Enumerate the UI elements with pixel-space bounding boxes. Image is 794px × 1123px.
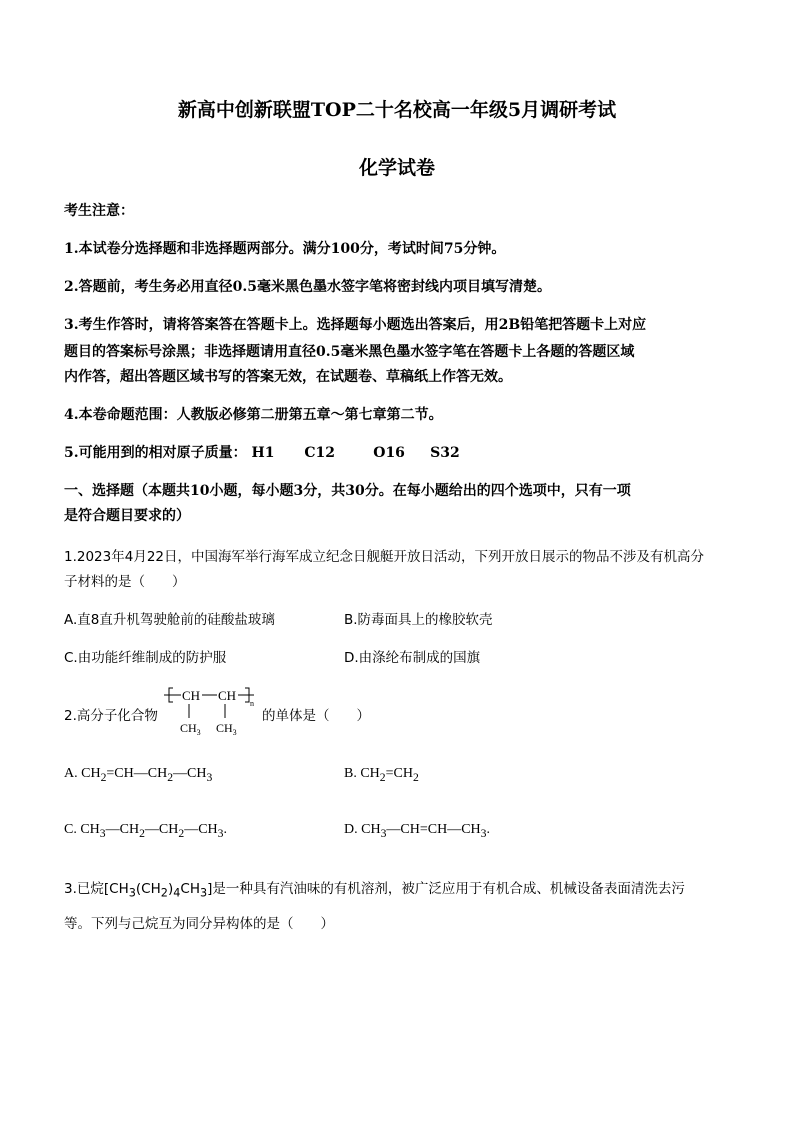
section-heading-line2: 是符合题目要求的） <box>64 508 190 524</box>
q2-stem-suffix: 的单体是（ ） <box>262 708 370 724</box>
q2-polymer-structure <box>163 686 259 738</box>
q1-stem-line1: 1.2023年4月22日，中国海军举行海军成立纪念日舰艇开放日活动，下列开放日展示的物品不涉及有机高分 <box>64 549 705 565</box>
q2-option-c: C. $CH_3—CH_2—CH_2—CH_3$. <box>64 822 227 840</box>
q2-option-d: D. $CH_3—CH=CH—CH_3$. <box>344 822 490 840</box>
notice-item-2: 2.答题前，考生务必用直径0.5毫米黑色墨水签字笔将密封线内项目填写清楚。 <box>64 279 551 295</box>
notice-item-3-line3: 内作答，超出答题区域书写的答案无效，在试题卷、草稿纸上作答无效。 <box>64 369 512 385</box>
q1-option-b: B.防毒面具上的橡胶软壳 <box>344 612 493 628</box>
q1-option-a: A.直8直升机驾驶舱前的硅酸盐玻璃 <box>64 612 275 628</box>
ch-left-text: CH <box>182 688 201 703</box>
q1-option-c: C.由功能纤维制成的防护服 <box>64 650 227 666</box>
notice-item-5 <box>64 442 460 462</box>
exam-subject: 化学试卷 <box>358 157 435 179</box>
notice-heading: 考生注意： <box>64 203 134 219</box>
atomic-mass-o: O16 <box>373 445 405 461</box>
notice-item-1: 1.本试卷分选择题和非选择题两部分。满分100分，考试时间75分钟。 <box>64 241 506 257</box>
notice-item-3-line1: 3.考生作答时，请将答案答在答题卡上。选择题每小题选出答案后，用2B铅笔把答题卡上对应 <box>64 317 647 333</box>
atomic-mass-s: S32 <box>430 445 460 461</box>
atomic-mass-label: 5.可能用到的相对原子质量： <box>64 445 247 461</box>
q2-stem-prefix: 2.高分子化合物 <box>64 708 158 724</box>
atomic-mass-h: H1 <box>251 445 275 461</box>
q3-stem-line1: 3.已烷$[CH_3(CH_2)_4CH_3]$是一种具有汽油味的有机溶剂，被广泛应用于有机合成、机械设备表面清洗去污 <box>64 881 685 900</box>
section-heading-line1: 一、选择题（本题共10小题，每小题3分，共30分。在每小题给出的四个选项中，只有一项 <box>64 483 631 499</box>
q2-option-a: A. $CH_2=CH—CH_2—CH_3$ <box>64 766 213 784</box>
q2-option-b: B. $CH_2=CH_2$ <box>344 766 419 784</box>
q3-stem-line2: 等。下列与己烷互为同分异构体的是（ ） <box>64 916 334 932</box>
ch3-right-text: $CH_3$ <box>216 721 237 737</box>
notice-item-4: 4.本卷命题范围：人教版必修第二册第五章～第七章第二节。 <box>64 407 443 423</box>
ch-right-text: CH <box>218 688 237 703</box>
subscript-n: n <box>250 699 254 708</box>
notice-item-3-line2: 题目的答案标号涂黑；非选择题请用直径0.5毫米黑色墨水签字笔在答题卡上各题的答题区域 <box>64 344 635 360</box>
exam-title: 新高中创新联盟TOP二十名校高一年级5月调研考试 <box>177 99 617 121</box>
atomic-mass-c: C12 <box>304 445 335 461</box>
q1-stem-line2: 子材料的是（ ） <box>64 574 186 590</box>
q1-option-d: D.由涤纶布制成的国旗 <box>344 650 481 666</box>
ch3-left-text: $CH_3$ <box>180 721 201 737</box>
